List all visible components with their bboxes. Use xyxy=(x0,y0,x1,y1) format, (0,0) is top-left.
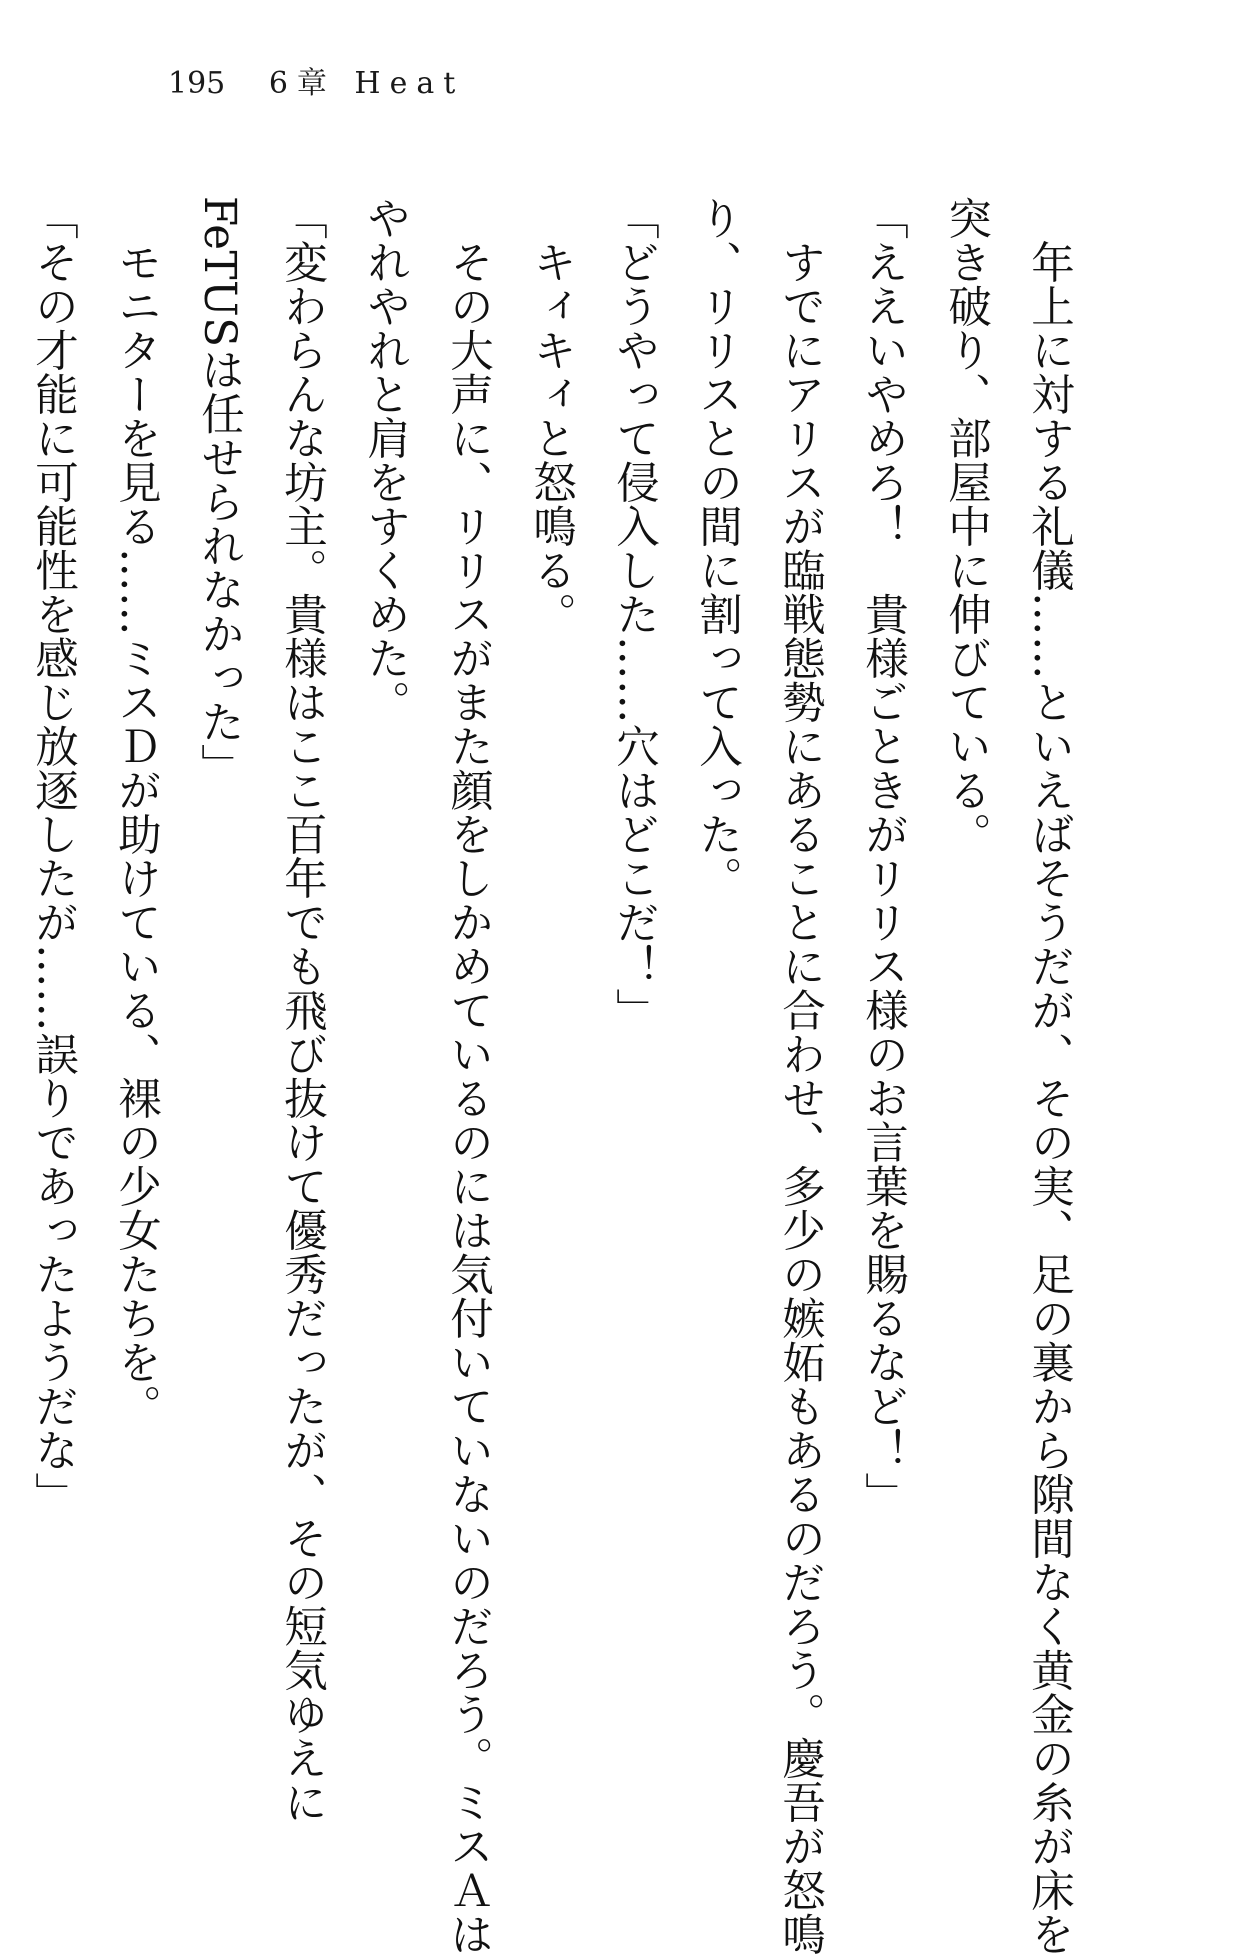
chapter-title: 6章 Heat xyxy=(268,66,465,101)
text-line: り、リリスとの間に割って入った。 xyxy=(692,196,742,900)
text-line: やれやれと肩をすくめた。 xyxy=(360,196,410,724)
text-line: すでにアリスが臨戦態勢にあることに合わせ、多少の嫉妬もあるのだろう。慶吾が怒鳴 xyxy=(775,239,825,1956)
dialogue-line: 「どうやって侵入した……穴はどこだ！」 xyxy=(609,196,659,1032)
dialogue-line: 「変わらんな坊主。貴様はここ百年でも飛び抜けて優秀だったが、その短気ゆえに xyxy=(277,196,327,1824)
dialogue-line: 「その才能に可能性を感じ放逐したが……誤りであったようだな」 xyxy=(28,196,78,1516)
text-line: 年上に対する礼儀……といえばそうだが、その実、足の裏から隙間なく黄金の糸が床を xyxy=(1024,239,1074,1956)
vertical-body-text xyxy=(28,196,1090,1956)
text-line: 突き破り、部屋中に伸びている。 xyxy=(941,196,991,856)
dialogue-line: 「ええいやめろ！ 貴様ごときがリリス様のお言葉を賜るなど！」 xyxy=(858,196,908,1516)
text-line: モニターを見る……ミスＤが助けている、裸の少女たちを。 xyxy=(111,239,161,1428)
text-line: その大声に、リリスがまた顔をしかめているのには気付いていないのだろう。ミスＡは xyxy=(443,239,493,1956)
page-number: 195 xyxy=(168,66,226,101)
dialogue-line xyxy=(0,196,11,1616)
text-line: キィキィと怒鳴る。 xyxy=(526,239,576,636)
page-header xyxy=(168,64,464,104)
dialogue-line: FeTUSは任せられなかった」 xyxy=(194,196,244,788)
